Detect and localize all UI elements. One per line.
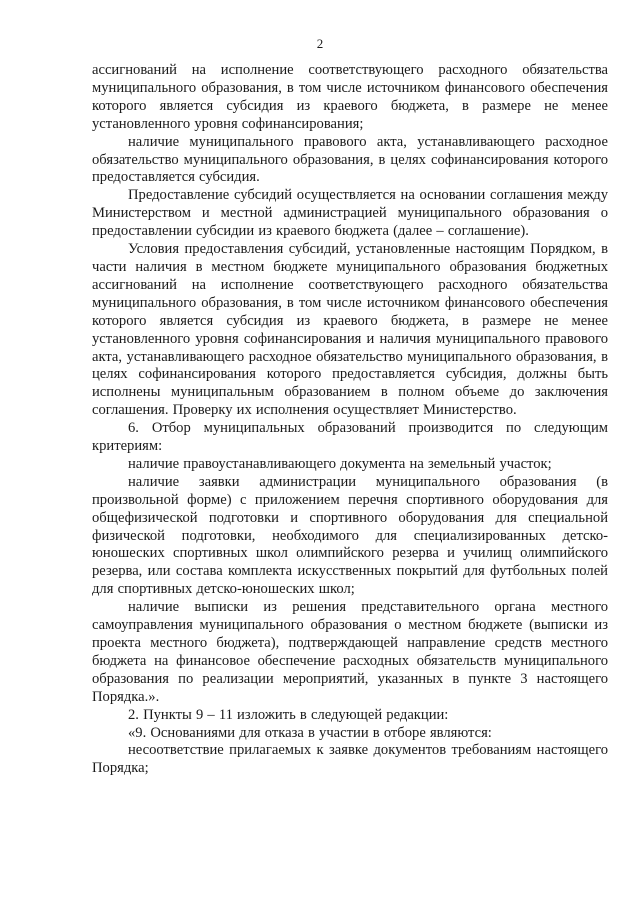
paragraph-criterion-land: наличие правоустанавливающего документа на земельный участок; [128, 455, 552, 472]
document-body [92, 62, 608, 778]
paragraph-agreement: Предоставление субсидий осуществляется на основании соглашения между Министерством и местной администрацией муниципального образования о предоставлении субсидии из краевого бюджета (далее – соглашение). [92, 187, 608, 240]
page-number: 2 [316, 36, 324, 51]
paragraph-legal-act: наличие муниципального правового акта, устанавливающего расходное обязательство муниципального образования, в целях софинансирования которого предоставляется субсидия. [92, 133, 608, 186]
paragraph-item-9: «9. Основаниями для отказа в участии в отборе являются: [128, 724, 492, 741]
paragraph-criterion-application: наличие заявки администрации муниципального образования (в произвольной форме) с приложением перечня спортивного оборудования для общефизической подготовки и спортивного оборудования для специальной физической подготовки, необходимого для специализированных детско-юношеских спортивных школ олимпийского резерва и училищ олимпийского резерва, или состава комплекта искусственных покрытий для футбольных полей для спортивных детско-юношеских школ; [92, 473, 608, 598]
paragraph-continuation: ассигнований на исполнение соответствующего расходного обязательства муниципального образования, в том числе источником финансового обеспечения которого является субсидия из краевого бюджета, в размере не менее установленного уровня софинансирования; [92, 62, 608, 132]
paragraph-refusal-ground: несоответствие прилагаемых к заявке документов требованиям настоящего Порядка; [92, 742, 608, 777]
paragraph-amendment-2: 2. Пункты 9 – 11 изложить в следующей редакции: [128, 706, 449, 723]
paragraph-conditions: Условия предоставления субсидий, установленные настоящим Порядком, в части наличия в местном бюджете муниципального образования бюджетных ассигнований на исполнение соответствующего расходного обязательства муниципального образования, в том числе источником финансового обеспечения которого является субсидия из краевого бюджета, в размере не менее установленного уровня софинансирования и наличия муниципального правового акта, устанавливающего расходное обязательство муниципального образования, в целях софинансирования которого предоставляется субсидия, должны быть исполнены муниципальным образованием в полном объеме до заключения соглашения. Проверку их исполнения осуществляет Министерство. [92, 241, 608, 419]
paragraph-criterion-budget-extract: наличие выписки из решения представительного органа местного самоуправления муниципального образования о местном бюджете (выписки из проекта местного бюджета), подтверждающей направление средств местного бюджета на финансовое обеспечение расходных обязательств муниципального образования по реализации мероприятий, указанных в пункте 3 настоящего Порядка.». [92, 599, 608, 705]
paragraph-item-6: 6. Отбор муниципальных образований производится по следующим критериям: [92, 420, 608, 455]
